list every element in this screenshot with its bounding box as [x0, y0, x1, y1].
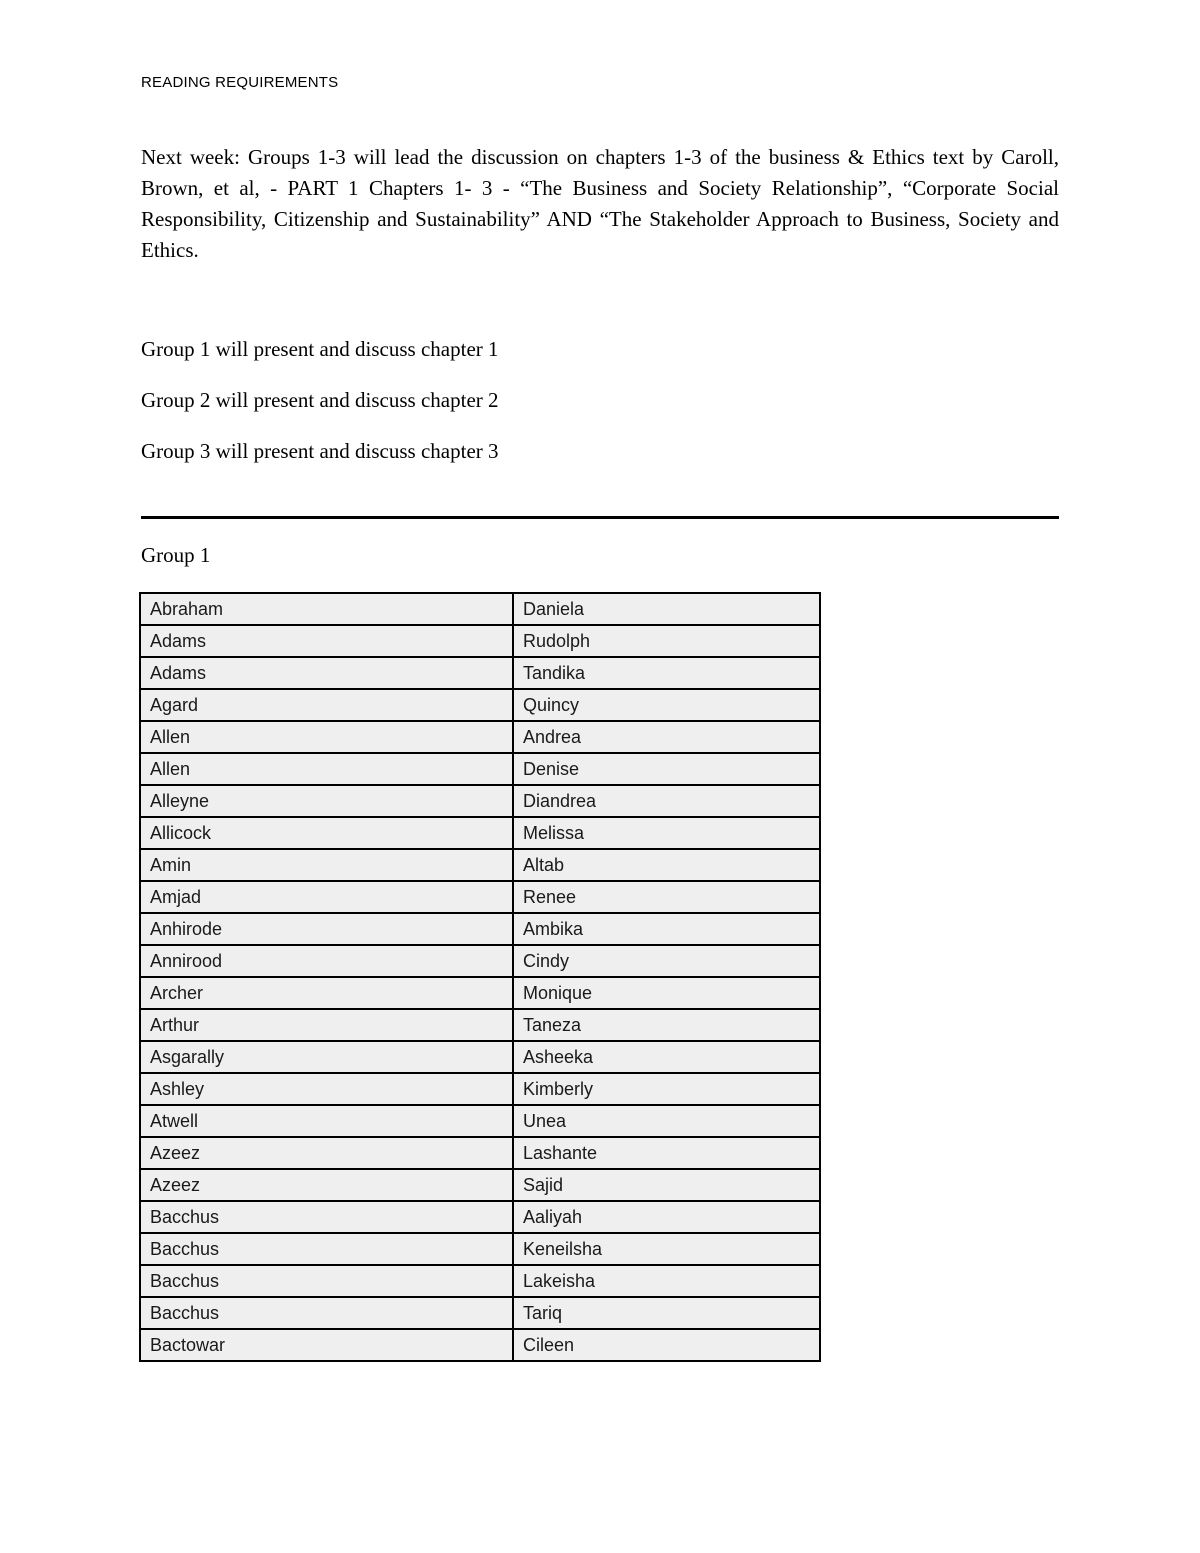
last-name-cell: Adams — [140, 625, 513, 657]
first-name-cell: Cileen — [513, 1329, 820, 1361]
table-row — [140, 753, 820, 785]
assignment-group-2: Group 2 will present and discuss chapter 2 — [141, 388, 499, 412]
first-name-cell: Keneilsha — [513, 1233, 820, 1265]
last-name-cell: Asgarally — [140, 1041, 513, 1073]
last-name-cell: Archer — [140, 977, 513, 1009]
table-row — [140, 1233, 820, 1265]
table-row — [140, 977, 820, 1009]
assignment-group-1: Group 1 will present and discuss chapter 1 — [141, 337, 499, 361]
last-name-cell: Allen — [140, 753, 513, 785]
first-name-cell: Kimberly — [513, 1073, 820, 1105]
table-row — [140, 625, 820, 657]
first-name-cell: Aaliyah — [513, 1201, 820, 1233]
table-row — [140, 1137, 820, 1169]
first-name-cell: Altab — [513, 849, 820, 881]
last-name-cell: Agard — [140, 689, 513, 721]
section-divider — [141, 516, 1059, 519]
first-name-cell: Daniela — [513, 593, 820, 625]
table-row — [140, 817, 820, 849]
first-name-cell: Ambika — [513, 913, 820, 945]
first-name-cell: Rudolph — [513, 625, 820, 657]
table-row — [140, 945, 820, 977]
table-row — [140, 657, 820, 689]
last-name-cell: Bacchus — [140, 1201, 513, 1233]
table-row — [140, 1073, 820, 1105]
table-row — [140, 1265, 820, 1297]
intro-paragraph: Next week: Groups 1-3 will lead the discussion on chapters 1-3 of the business & Ethics text by Caroll, Brown, et al, - PART 1 Chapters 1- 3 - “The Business and Society Relationship”, “Corporate Social Responsibility, Citizenship and Sustainability” AND “The Stakeholder Approach to Business, Society and Ethics. — [141, 145, 1059, 262]
table-row — [140, 849, 820, 881]
page-heading: READING REQUIREMENTS — [141, 74, 339, 91]
table-row — [140, 593, 820, 625]
group-roster-table — [139, 592, 821, 1362]
first-name-cell: Unea — [513, 1105, 820, 1137]
last-name-cell: Azeez — [140, 1137, 513, 1169]
first-name-cell: Renee — [513, 881, 820, 913]
table-row — [140, 1297, 820, 1329]
first-name-cell: Lakeisha — [513, 1265, 820, 1297]
first-name-cell: Diandrea — [513, 785, 820, 817]
group-heading: Group 1 — [141, 543, 211, 567]
last-name-cell: Abraham — [140, 593, 513, 625]
first-name-cell: Quincy — [513, 689, 820, 721]
first-name-cell: Tandika — [513, 657, 820, 689]
last-name-cell: Annirood — [140, 945, 513, 977]
first-name-cell: Lashante — [513, 1137, 820, 1169]
table-row — [140, 1009, 820, 1041]
last-name-cell: Bacchus — [140, 1233, 513, 1265]
table-row — [140, 785, 820, 817]
first-name-cell: Andrea — [513, 721, 820, 753]
table-row — [140, 1169, 820, 1201]
last-name-cell: Allen — [140, 721, 513, 753]
last-name-cell: Atwell — [140, 1105, 513, 1137]
table-row — [140, 881, 820, 913]
table-row — [140, 721, 820, 753]
assignment-group-3: Group 3 will present and discuss chapter 3 — [141, 439, 499, 463]
table-row — [140, 1105, 820, 1137]
last-name-cell: Amin — [140, 849, 513, 881]
roster-body — [140, 593, 820, 1361]
last-name-cell: Alleyne — [140, 785, 513, 817]
last-name-cell: Anhirode — [140, 913, 513, 945]
first-name-cell: Melissa — [513, 817, 820, 849]
last-name-cell: Amjad — [140, 881, 513, 913]
first-name-cell: Cindy — [513, 945, 820, 977]
table-row — [140, 689, 820, 721]
table-row — [140, 1329, 820, 1361]
first-name-cell: Monique — [513, 977, 820, 1009]
first-name-cell: Taneza — [513, 1009, 820, 1041]
last-name-cell: Bacchus — [140, 1265, 513, 1297]
table-row — [140, 1201, 820, 1233]
table-row — [140, 913, 820, 945]
first-name-cell: Tariq — [513, 1297, 820, 1329]
first-name-cell: Denise — [513, 753, 820, 785]
first-name-cell: Sajid — [513, 1169, 820, 1201]
last-name-cell: Allicock — [140, 817, 513, 849]
last-name-cell: Arthur — [140, 1009, 513, 1041]
table-row — [140, 1041, 820, 1073]
last-name-cell: Bactowar — [140, 1329, 513, 1361]
last-name-cell: Ashley — [140, 1073, 513, 1105]
last-name-cell: Adams — [140, 657, 513, 689]
first-name-cell: Asheeka — [513, 1041, 820, 1073]
last-name-cell: Bacchus — [140, 1297, 513, 1329]
last-name-cell: Azeez — [140, 1169, 513, 1201]
